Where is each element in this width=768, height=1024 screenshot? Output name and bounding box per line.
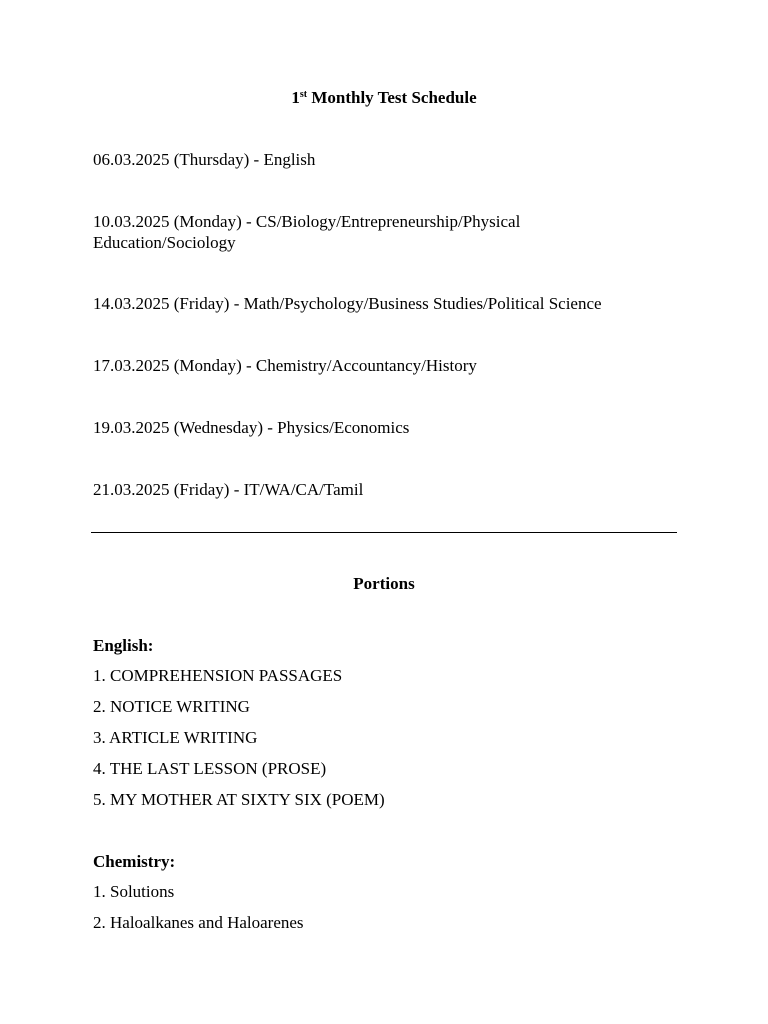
english-portion-item: 5. MY MOTHER AT SIXTY SIX (POEM) xyxy=(93,790,385,809)
english-portion-item: 3. ARTICLE WRITING xyxy=(93,728,258,747)
english-heading: English: xyxy=(93,636,154,655)
schedule-entry: 17.03.2025 (Monday) - Chemistry/Accountancy/History xyxy=(93,356,477,375)
schedule-title-number: 1 xyxy=(291,88,300,107)
schedule-title-superscript: st xyxy=(299,89,308,100)
schedule-entry: 19.03.2025 (Wednesday) - Physics/Economics xyxy=(93,418,410,437)
chemistry-portion-item: 2. Haloalkanes and Haloarenes xyxy=(93,913,304,932)
horizontal-divider xyxy=(91,532,677,533)
chemistry-portion-item: 1. Solutions xyxy=(93,882,175,901)
schedule-entry: 21.03.2025 (Friday) - IT/WA/CA/Tamil xyxy=(93,480,364,499)
english-portion-item: 4. THE LAST LESSON (PROSE) xyxy=(93,759,327,778)
portions-title: Portions xyxy=(353,574,415,593)
english-portion-item: 1. COMPREHENSION PASSAGES xyxy=(93,666,343,685)
schedule-title-text: Monthly Test Schedule xyxy=(307,88,477,107)
schedule-entry: 10.03.2025 (Monday) - CS/Biology/Entrepreneurship/Physical Education/Sociology xyxy=(93,212,521,252)
schedule-title xyxy=(0,87,768,108)
schedule-entry: 14.03.2025 (Friday) - Math/Psychology/Business Studies/Political Science xyxy=(93,294,602,313)
chemistry-heading: Chemistry: xyxy=(93,852,176,871)
schedule-entry: 06.03.2025 (Thursday) - English xyxy=(93,150,316,169)
english-portion-item: 2. NOTICE WRITING xyxy=(93,697,250,716)
